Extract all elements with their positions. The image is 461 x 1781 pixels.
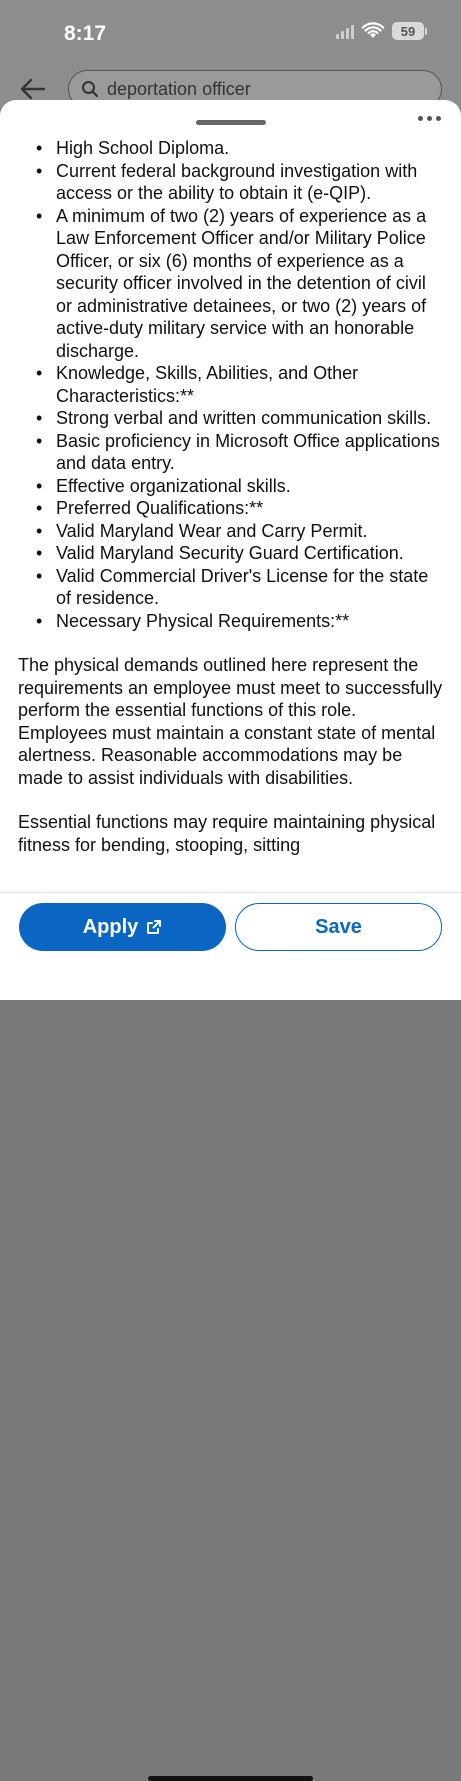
list-item: • A minimum of two (2) years of experience as a Law Enforcement Officer and/or Military Police Officer, or six (6) months of experience as a security officer involved in the detention of civil or administrative detainees, or two (2) years of active-duty military service with an honorable discharge. (36, 205, 427, 361)
status-bar (0, 0, 461, 66)
list-item: • Effective organizational skills. (36, 475, 291, 496)
job-detail-sheet (0, 100, 461, 1000)
more-options-icon[interactable] (418, 116, 441, 121)
list-item: • Necessary Physical Requirements:** (36, 610, 350, 631)
qualifications-list (0, 137, 461, 632)
list-item: • Basic proficiency in Microsoft Office applications and data entry. (36, 430, 440, 473)
save-button[interactable]: Save (235, 903, 442, 951)
list-item: • High School Diploma. (36, 138, 230, 158)
list-item: • Current federal background investigation with access or the ability to obtain it (e-QIP). (36, 160, 418, 203)
cellular-signal-icon (336, 23, 354, 39)
search-icon (81, 80, 99, 98)
essential-functions-paragraph: Essential functions may require maintaining physical fitness for bending, stooping, sitting (18, 812, 436, 855)
home-indicator (148, 1776, 313, 1781)
status-icons (336, 22, 427, 40)
job-description-scroll[interactable] (0, 138, 461, 892)
apply-button[interactable] (19, 903, 226, 951)
status-time: 8:17 (64, 22, 107, 45)
list-item: • Strong verbal and written communication skills. (36, 408, 432, 428)
external-link-icon (146, 919, 162, 935)
apply-button-label: Apply (82, 915, 139, 938)
wifi-icon (362, 23, 384, 39)
list-item: • Valid Maryland Wear and Carry Permit. (36, 520, 368, 541)
list-item: • Valid Commercial Driver's License for the state of residence. (36, 565, 429, 608)
battery-icon (392, 22, 427, 40)
battery-level: 59 (392, 22, 424, 40)
sheet-grabber-handle[interactable] (196, 120, 266, 125)
list-item: • Knowledge, Skills, Abilities, and Other Characteristics:** (36, 363, 359, 406)
action-footer (0, 892, 461, 1000)
search-query: deportation officer (107, 78, 251, 99)
physical-demands-paragraph: The physical demands outlined here represent the requirements an employee must meet to successfully perform the essential functions of this role. Employees must maintain a constant state of mental alertness. Reasonable accommodations may be made to assist individuals with disabilities. (18, 655, 443, 788)
list-item: • Preferred Qualifications:** (36, 498, 264, 518)
list-item: • Valid Maryland Security Guard Certification. (36, 543, 404, 563)
